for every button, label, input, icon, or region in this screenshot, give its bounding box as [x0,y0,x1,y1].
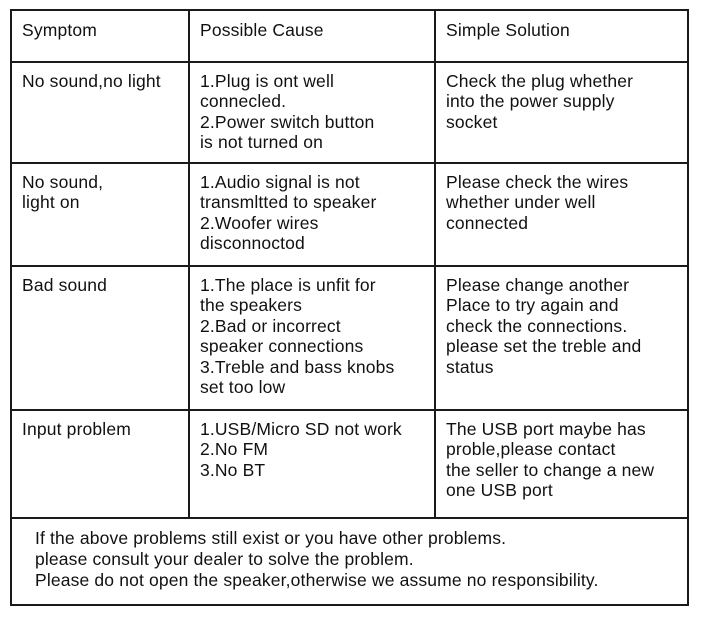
footer-line: If the above problems still exist or you have other problems. [35,528,507,548]
cell-line: 1.The place is unfit for [200,275,376,295]
troubleshooting-table [12,11,687,519]
column-header-cause: Possible Cause [189,11,435,62]
cell-line: 3.Treble and bass knobs [200,356,395,377]
symptom-cell [12,410,189,518]
solution-cell [435,62,687,163]
cell-line: connected [446,212,529,233]
cause-cell [189,410,435,518]
cell-line: connecled. [200,91,287,112]
cell-line: please set the treble and [446,336,642,357]
cell-line: No sound,no light [22,71,161,91]
cell-line: No sound, [22,172,104,192]
column-header-symptom: Symptom [12,11,189,62]
table-header-row [12,11,687,62]
cell-line: whether under well [446,192,596,213]
cell-line: check the connections. [446,315,628,336]
cell-line: 1.USB/Micro SD not work [200,419,402,439]
cell-line: Please check the wires [446,172,629,192]
cause-cell [189,163,435,266]
cell-line: 3.No BT [200,459,266,480]
cell-line: 2.Power switch button [200,111,375,132]
cell-line: Bad sound [22,275,108,295]
cell-line: 2.Woofer wires [200,212,319,233]
cell-line: status [446,356,494,377]
table-row [12,266,687,410]
footer-note [12,516,687,591]
solution-cell [435,410,687,518]
cell-line: light on [22,192,80,213]
cell-line: disconnoctod [200,233,305,254]
cell-line: one USB port [446,480,553,501]
table-row [12,62,687,163]
symptom-cell [12,62,189,163]
cause-cell [189,62,435,163]
cell-line: speaker connections [200,336,364,357]
column-header-solution: Simple Solution [435,11,687,62]
symptom-cell [12,266,189,410]
cell-line: is not turned on [200,132,324,153]
solution-cell [435,266,687,410]
footer-line: Please do not open the speaker,otherwise we assume no responsibility. [35,570,599,590]
cell-line: 2.No FM [200,439,269,460]
solution-cell [435,163,687,266]
cell-line: proble,please contact [446,439,616,460]
troubleshooting-document [10,9,689,606]
cell-line: Place to try again and [446,295,619,316]
cell-line: set too low [200,377,286,398]
cell-line: Please change another [446,275,630,295]
cell-line: the seller to change a new [446,459,655,480]
cell-line: Input problem [22,419,131,439]
footer-line: please consult your dealer to solve the problem. [35,549,414,569]
table-row [12,410,687,518]
cell-line: 1.Audio signal is not [200,172,360,192]
cause-cell [189,266,435,410]
cell-line: Check the plug whether [446,71,634,91]
table-row [12,163,687,266]
cell-line: transmltted to speaker [200,192,377,213]
symptom-cell [12,163,189,266]
cell-line: The USB port maybe has [446,419,646,439]
cell-line: 2.Bad or incorrect [200,315,341,336]
cell-line: into the power supply [446,91,615,112]
cell-line: the speakers [200,295,302,316]
cell-line: 1.Plug is ont well [200,71,335,91]
cell-line: socket [446,111,498,132]
